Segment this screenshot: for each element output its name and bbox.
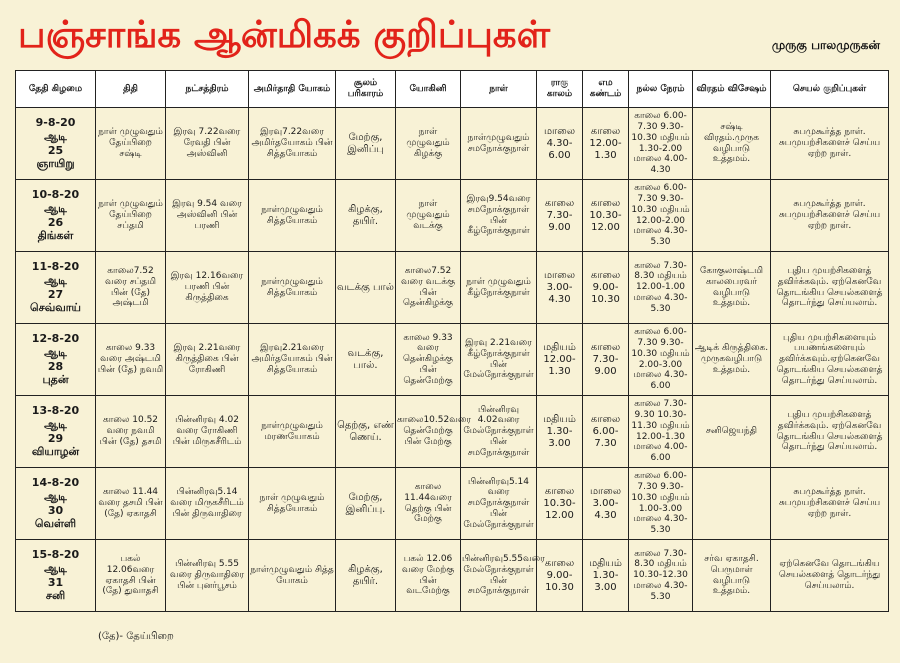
viratham-cell: சஷ்டி விரதம்.முருக வழிபாடு உத்தமம். — [693, 108, 771, 180]
col-header-yogam: அமிர்தாதி யோகம் — [249, 71, 336, 108]
ema-cell: காலை 9.00- 10.30 — [583, 252, 629, 324]
date-weekday: சனி — [45, 589, 66, 603]
soolam-cell: கிழக்கு, தயிர். — [336, 180, 396, 252]
footnote: (தே)- தேய்பிறை — [98, 631, 174, 642]
yogam-cell: நாள்முழுவதும் சித்தயோகம் — [249, 252, 336, 324]
naal-cell: பின்னிரவு5.55வரை மேல்நோக்குநாள் பின் சமநோக்குநாள் — [461, 540, 537, 612]
star-cell: இரவு 2.21வரை கிருத்திகை பின் ரோகிணி — [166, 324, 249, 396]
rahu-cell: காலை 10.30- 12.00 — [537, 468, 583, 540]
ema-cell: காலை 6.00- 7.30 — [583, 396, 629, 468]
rahu-cell: மாலை 4.30- 6.00 — [537, 108, 583, 180]
yogam-cell: நாள்முழுவதும் சித்தயோகம் — [249, 180, 336, 252]
nalla-cell: காலை 7.30-8.30 மதியம் 12.00-1.00 மாலை 4.30-5.30 — [629, 252, 693, 324]
nalla-cell: காலை 6.00-7.30 9.30-10.30 மதியம் 12.00-2.00 மாலை 4.30-5.30 — [629, 180, 693, 252]
table-row — [16, 540, 889, 612]
col-header-rahu: ராகு காலம் — [537, 71, 583, 108]
date-day: 31 — [47, 575, 64, 589]
yogini-cell: காலை 11.44வரை தெற்கு பின் மேற்கு — [396, 468, 461, 540]
yogam-cell: நாள்முழுவதும் சித்த யோகம் — [249, 540, 336, 612]
col-header-ema: எம கண்டம் — [583, 71, 629, 108]
date-day: 25 — [47, 143, 64, 157]
table-row — [16, 468, 889, 540]
yogam-cell: நாள் முழுவதும் சித்தயோகம் — [249, 468, 336, 540]
yogam-cell: நாள்முழுவதும் மரணயோகம் — [249, 396, 336, 468]
col-header-date: தேதி கிழமை — [16, 71, 96, 108]
date-date: 11-8-20 — [31, 260, 80, 273]
naal-cell: பின்னிரவு 4.02வரை மேல்நோக்குநாள் பின் சமநோக்குநாள் — [461, 396, 537, 468]
naal-cell: நாள்முழுவதும் சமநோக்குநாள் — [461, 108, 537, 180]
thithi-cell: நாள் முழுவதும் தேய்பிறை சஷ்டி — [96, 108, 166, 180]
date-day: 26 — [47, 215, 64, 229]
rahu-cell: மாலை 3.00- 4.30 — [537, 252, 583, 324]
soolam-cell: தெற்கு, எண் ணெய். — [336, 396, 396, 468]
date-day: 30 — [47, 503, 64, 517]
thithi-cell: காலை 9.33 வரை அஷ்டமி பின் (தே) நவமி — [96, 324, 166, 396]
naal-cell: பின்னிரவு5.14 வரை சமநோக்குநாள் பின் மேல்நோக்குநாள் — [461, 468, 537, 540]
date-month: ஆடி — [44, 273, 67, 287]
date-weekday: செவ்வாய் — [30, 301, 81, 315]
ema-cell: காலை 10.30- 12.00 — [583, 180, 629, 252]
col-header-soolam: சூலம் பரிகாரம் — [336, 71, 396, 108]
nalla-cell: காலை 7.30-8.30 மதியம் 10.30-12.30 மாலை 4.30-5.30 — [629, 540, 693, 612]
star-cell: இரவு 9.54 வரை அஸ்வினி பின் பரணி — [166, 180, 249, 252]
rahu-cell: மதியம் 12.00- 1.30 — [537, 324, 583, 396]
date-cell — [16, 540, 96, 612]
thithi-cell: காலை 11.44 வரை தசமி பின் (தே) ஏகாதசி — [96, 468, 166, 540]
date-month: ஆடி — [44, 129, 67, 143]
ema-cell: மதியம் 1.30- 3.00 — [583, 540, 629, 612]
yogam-cell: இரவு2.21வரை அமிர்தயோகம் பின் சித்தயோகம் — [249, 324, 336, 396]
date-weekday: வியாழன் — [31, 445, 80, 459]
date-date: 15-8-20 — [31, 548, 80, 561]
date-weekday: புதன் — [42, 373, 69, 387]
col-header-yogini: யோகினி — [396, 71, 461, 108]
viratham-cell: சர்வ ஏகாதசி. பெருமாள் வழிபாடு உத்தமம். — [693, 540, 771, 612]
date-cell — [16, 324, 96, 396]
table-row — [16, 108, 889, 180]
nalla-cell: காலை 6.00-7.30 9.30-10.30 மதியம் 2.00-3.00 மாலை 4.30-6.00 — [629, 324, 693, 396]
seyal-cell: சுபமுகூர்த்த நாள். சுபமுயற்சிகளைச் செய்ய ஏற்ற நாள். — [771, 108, 889, 180]
viratham-cell: கோகுலாஷ்டமி காலபைரவர் வழிபாடு உத்தமம். — [693, 252, 771, 324]
viratham-cell: சனிஜெயந்தி — [693, 396, 771, 468]
rahu-cell: மதியம் 1.30- 3.00 — [537, 396, 583, 468]
date-month: ஆடி — [44, 345, 67, 359]
star-cell: பின்னிரவு 5.55 வரை திருவாதிரை பின் புனர்பூசம் — [166, 540, 249, 612]
ema-cell: காலை 7.30- 9.00 — [583, 324, 629, 396]
star-cell: பின்னிரவு5.14 வரை மிருகசீரிடம் பின் திருவாதிரை — [166, 468, 249, 540]
date-cell — [16, 180, 96, 252]
naal-cell: இரவு9.54வரை சமநோக்குநாள் பின் கீழ்நோக்குநாள் — [461, 180, 537, 252]
viratham-cell — [693, 468, 771, 540]
seyal-cell: சுபமுகூர்த்த நாள். சுபமுயற்சிகளைச் செய்ய ஏற்ற நாள். — [771, 180, 889, 252]
col-header-naal: நாள் — [461, 71, 537, 108]
table-row — [16, 396, 889, 468]
col-header-thithi: திதி — [96, 71, 166, 108]
yogini-cell: காலை 9.33 வரை தென்கிழக்கு பின் தென்மேற்கு — [396, 324, 461, 396]
date-date: 10-8-20 — [31, 188, 80, 201]
date-day: 28 — [47, 359, 64, 373]
thithi-cell: நாள் முழுவதும் தேய்பிறை சப்தமி — [96, 180, 166, 252]
star-cell: இரவு 7.22வரை ரேவதி பின் அஸ்வினி — [166, 108, 249, 180]
nalla-cell: காலை 6.00-7.30 9.30-10.30 மதியம் 1.00-3.00 மாலை 4.30-5.30 — [629, 468, 693, 540]
seyal-cell: புதிய முயற்சிகளைத் தவிர்க்கவும். ஏற்கெனவே தொடங்கிய செயல்களைத் தொடர்ந்து செய்யலாம். — [771, 252, 889, 324]
rahu-cell: காலை 9.00- 10.30 — [537, 540, 583, 612]
soolam-cell: மேற்கு, இனிப்பு — [336, 108, 396, 180]
yogini-cell: பகல் 12.06 வரை மேற்கு பின் வடமேற்கு — [396, 540, 461, 612]
naal-cell: நாள் முழுவதும் கீழ்நோக்குநாள் — [461, 252, 537, 324]
thithi-cell: காலை7.52 வரை சப்தமி பின் (தே) அஷ்டமி — [96, 252, 166, 324]
rahu-cell: காலை 7.30- 9.00 — [537, 180, 583, 252]
nalla-cell: காலை 7.30-9.30 10.30-11.30 மதியம் 12.00-1.30 மாலை 4.00-6.00 — [629, 396, 693, 468]
soolam-cell: கிழக்கு, தயிர். — [336, 540, 396, 612]
seyal-cell: புதிய முயற்சிகளைத் தவிர்க்கவும். ஏற்கெனவே தொடங்கிய செயல்களைத் தொடர்ந்து செய்யலாம். — [771, 396, 889, 468]
date-month: ஆடி — [44, 417, 67, 431]
date-cell — [16, 252, 96, 324]
star-cell: இரவு 12.16வரை பரணி பின் கிருத்திகை — [166, 252, 249, 324]
seyal-cell: ஏற்கெனவே தொடங்கிய செயல்களைத் தொடர்ந்து செய்யலாம். — [771, 540, 889, 612]
date-weekday: வெள்ளி — [34, 517, 77, 531]
yogini-cell: காலை10.52வரை தென்மேற்கு பின் மேற்கு — [396, 396, 461, 468]
yogini-cell: நாள் முழுவதும் வடக்கு — [396, 180, 461, 252]
viratham-cell: ஆடிக் கிருத்திகை. முருகவழிபாடு உத்தமம். — [693, 324, 771, 396]
page-title: பஞ்சாங்க ஆன்மிகக் குறிப்புகள் — [18, 13, 550, 56]
author-name: முருகு பாலமுருகன் — [771, 38, 880, 52]
yogini-cell: காலை7.52 வரை வடக்கு பின் தென்கிழக்கு — [396, 252, 461, 324]
ema-cell: காலை 12.00- 1.30 — [583, 108, 629, 180]
yogini-cell: நாள் முழுவதும் கிழக்கு — [396, 108, 461, 180]
date-day: 27 — [47, 287, 64, 301]
date-month: ஆடி — [44, 201, 67, 215]
date-cell — [16, 468, 96, 540]
col-header-star: நட்சத்திரம் — [166, 71, 249, 108]
date-cell — [16, 396, 96, 468]
table-row — [16, 324, 889, 396]
date-day: 29 — [47, 431, 64, 445]
table-row — [16, 180, 889, 252]
date-cell — [16, 108, 96, 180]
date-date: 13-8-20 — [31, 404, 80, 417]
naal-cell: இரவு 2.21வரை கீழ்நோக்குநாள் பின் மேல்நோக்குநாள் — [461, 324, 537, 396]
date-weekday: திங்கள் — [37, 229, 74, 243]
soolam-cell: வடக்கு பால் — [336, 252, 396, 324]
panchangam-table — [15, 70, 889, 612]
date-weekday: ஞாயிறு — [36, 157, 75, 171]
seyal-cell: சுபமுகூர்த்த நாள். சுபமுயற்சிகளைச் செய்ய ஏற்ற நாள். — [771, 468, 889, 540]
table-row — [16, 252, 889, 324]
viratham-cell — [693, 180, 771, 252]
thithi-cell: காலை 10.52 வரை நவமி பின் (தே) தசமி — [96, 396, 166, 468]
thithi-cell: பகல் 12.06வரை ஏகாதசி பின் (தே) துவாதசி — [96, 540, 166, 612]
date-date: 14-8-20 — [31, 476, 80, 489]
date-date: 12-8-20 — [31, 332, 80, 345]
soolam-cell: வடக்கு, பால். — [336, 324, 396, 396]
col-header-viratham: விரதம் விசேஷம் — [693, 71, 771, 108]
yogam-cell: இரவு7.22வரை அமிர்தயோகம் பின் சித்தயோகம் — [249, 108, 336, 180]
soolam-cell: மேற்கு, இனிப்பு. — [336, 468, 396, 540]
col-header-seyal: செயல் குறிப்புகள் — [771, 71, 889, 108]
col-header-nalla: நல்ல நேரம் — [629, 71, 693, 108]
nalla-cell: காலை 6.00-7.30 9.30-10.30 மதியம் 1.30-2.00 மாலை 4.00-4.30 — [629, 108, 693, 180]
seyal-cell: புதிய முயற்சிகளையும் பயணங்களையும் தவிர்க்கவும்.ஏற்கெனவே தொடங்கிய செயல்களைத் தொடர்ந்து செய்யலாம். — [771, 324, 889, 396]
star-cell: பின்னிரவு 4.02 வரை ரோகிணி பின் மிருகசீரிடம் — [166, 396, 249, 468]
date-month: ஆடி — [44, 489, 67, 503]
date-date: 9-8-20 — [35, 116, 76, 129]
date-month: ஆடி — [44, 561, 67, 575]
ema-cell: மாலை 3.00- 4.30 — [583, 468, 629, 540]
table-header-row — [16, 71, 889, 108]
